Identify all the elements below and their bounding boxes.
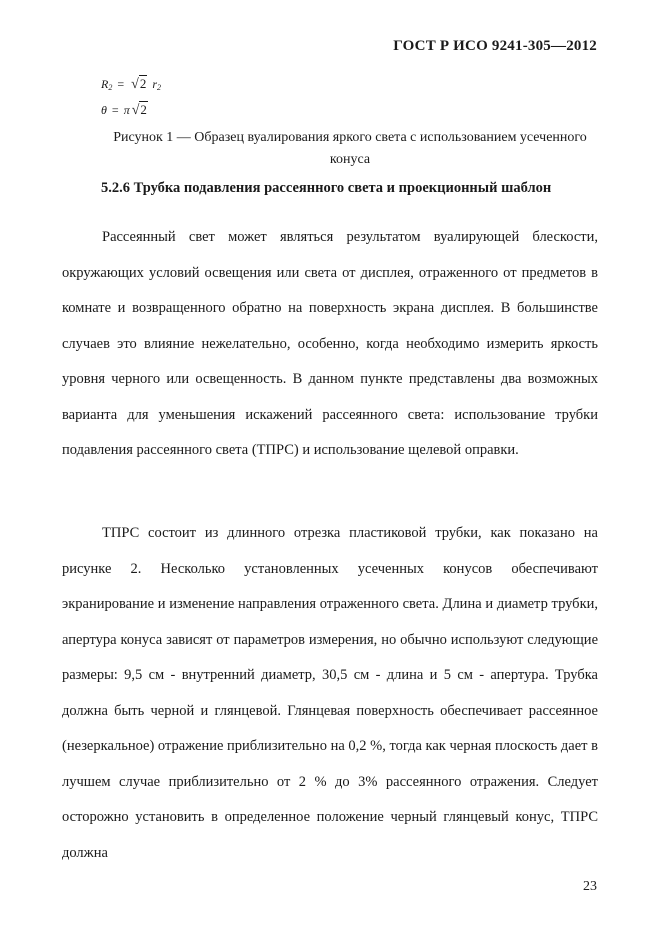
- formula-theta-radicand: 2: [140, 102, 147, 117]
- formula-theta-equals: =: [111, 103, 119, 117]
- formula-theta-lhs: θ: [101, 103, 107, 117]
- document-code-header: ГОСТ Р ИСО 9241-305—2012: [393, 38, 597, 54]
- sqrt-icon: √: [131, 77, 139, 92]
- formula-r2-rhs-sub: 2: [156, 83, 161, 92]
- body-paragraph: Рассеянный свет может являться результатом вуалирующей блескости, окружающих условий освещения или света от дисплея, отраженного от предметов в комнате и возвращенного обратно на поверхность экрана дисплея. В большинстве случаев это влияние нежелательно, особенно, когда необходимо измерить яркость уровня черного или освещенность. В данном пункте представлены два возможных варианта для уменьшения искажений рассеянного света: использование трубки подавления рассеянного света (ТПРС) и использование щелевой оправки.: [62, 229, 598, 458]
- page-number: 23: [583, 879, 597, 894]
- figure-caption: Рисунок 1 — Образец вуалирования яркого света с использованием усеченного конуса: [113, 130, 587, 167]
- formula-theta-coef: π: [123, 103, 130, 117]
- formula-r2-equals: =: [117, 77, 125, 91]
- body-paragraph: ТПРС состоит из длинного отрезка пластиковой трубки, как показано на рисунке 2. Несколько установленных усеченных конусов обеспечивают экранирование и изменение направления отраженного света. Длина и диаметр трубки, апертура конуса зависят от параметров измерения, но обычно используют следующие размеры: 9,5 см - внутренний диаметр, 30,5 см - длина и 5 см - апертура. Трубка должна быть черной и глянцевой. Глянцевая поверхность обеспечивает рассеянное (незеркальное) отражение приблизительно на 0,2 %, тогда как черная плоскость дает в лучшем случае приблизительно от 2 % до 3% рассеянного отражения. Следует осторожно установить в определенное положение черный глянцевый конус, ТПРС должна: [62, 525, 598, 861]
- formula-theta: [101, 102, 150, 119]
- sqrt-icon: √: [131, 103, 140, 118]
- formula-r2: [101, 76, 161, 93]
- formula-r2-lhs-sub: 2: [108, 83, 113, 92]
- formula-r2-lhs: R: [101, 77, 109, 91]
- formula-r2-rhs: r: [152, 77, 157, 91]
- formula-r2-radicand: 2: [139, 76, 147, 91]
- section-heading: 5.2.6 Трубка подавления рассеянного света и проекционный шаблон: [101, 180, 552, 196]
